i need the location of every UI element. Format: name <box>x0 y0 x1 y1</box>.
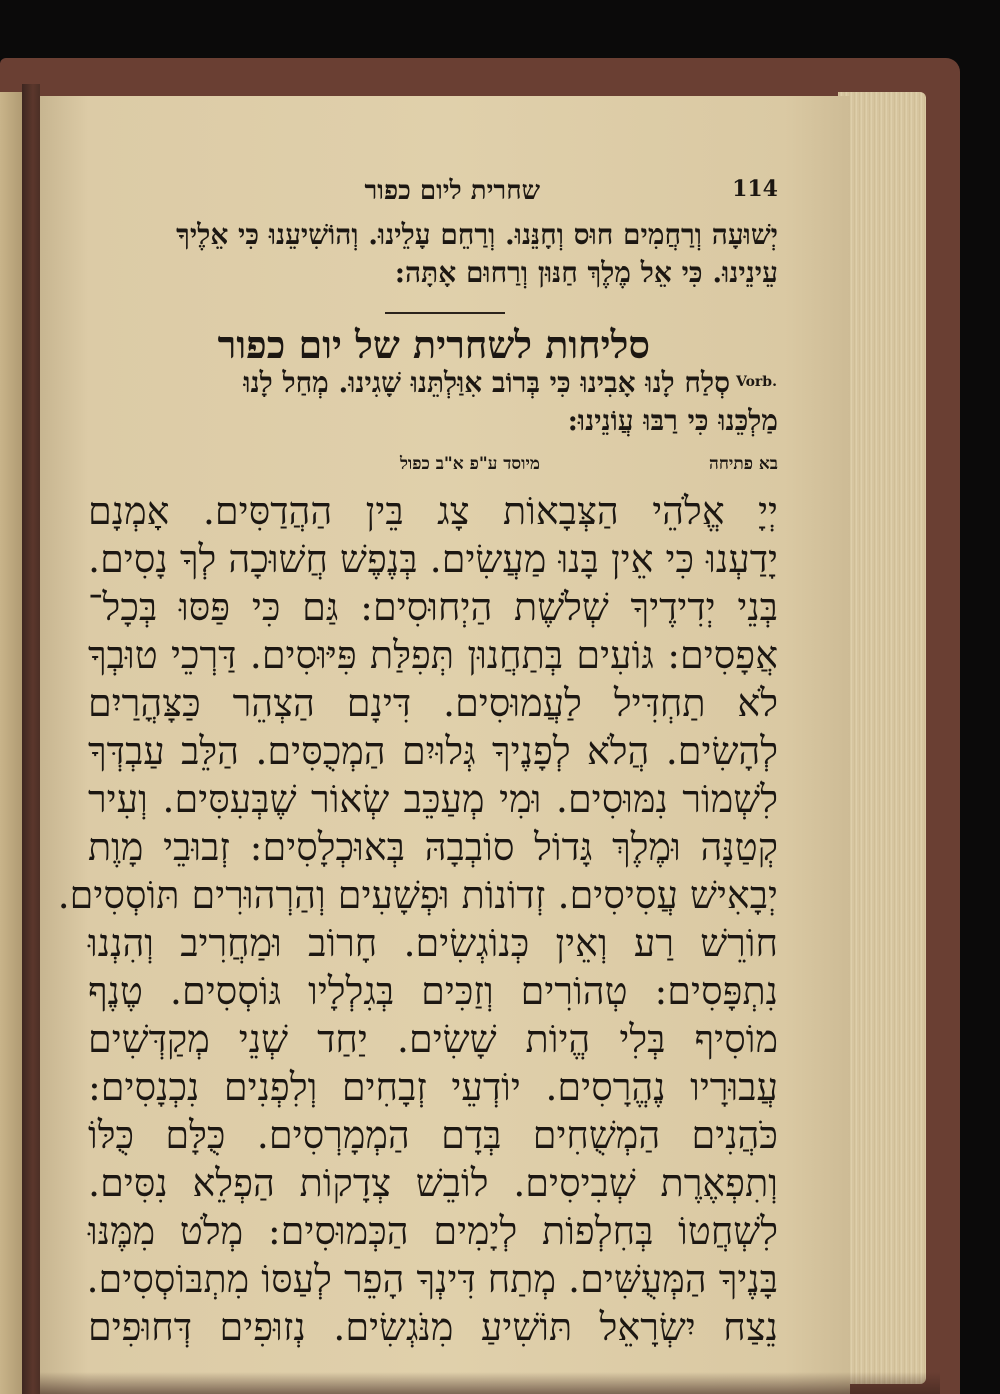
opening-line-2: עֵינֵינוּ. כִּי אֵל מֶלֶךְ חַנּוּן וְרַחוּם אָתָּה: <box>394 256 778 289</box>
book-gutter <box>22 84 40 1394</box>
body-line: לֹא תַחְדִּיל לַעֲמוּסִים. דִּינָם הַצְהֵר כַּצָּהֳרַיִם <box>88 681 778 725</box>
facing-page-edge <box>0 92 22 1394</box>
running-head <box>40 176 840 210</box>
body-line: חוֹרֵשׁ רַע וְאֵין כְּנוֹגְשִׂים. חָרוֹב וּמַחֲרִיב וְהִנְנוּ <box>88 921 778 965</box>
page-block-edges <box>838 92 926 1384</box>
body-line: יְבָאִישׁ עֲסִיסִים. זְדוֹנוֹת וּפְשָׁעִים וְהַרְהוּרִים תּוֹסְסִים. <box>57 873 778 917</box>
intro-line-1: סְלַח לָנוּ אָבִינוּ כִּי בְּרוֹב אִוַּלְתֵּנוּ שָׁגִינוּ. מְחַל לָנוּ <box>243 366 730 399</box>
meta-acrostic: מיוסד ע"פ א"ב כפול <box>399 454 540 474</box>
meta-pesicha: בא פתיחה <box>709 454 778 474</box>
opening-line-1: יְשׁוּעָה וְרַחֲמִים חוּס וְחָנֵּנוּ. וְרַחֵם עָלֵינוּ. וְהוֹשִׁיעֵנוּ כִּי אֵלֶיךָ <box>176 218 778 251</box>
section-title: סליחות לשחרית של יום כפור <box>217 322 650 367</box>
body-line: קְטַנָּה וּמֶלֶךְ גָּדוֹל סוֹבְבָהּ בְּאוּכְלָסִים: זְבוּבֵי מָוֶת <box>88 825 778 869</box>
body-line: יְיָ אֱלֹהֵי הַצְּבָאוֹת צָג בֵּין הַהֲדַסִּים. אָמְנָם <box>88 489 778 533</box>
body-line: נִתְפָּסִים: טְהוֹרִים וְזַכִּים בְּגִלְלָיו גּוֹסְסִים. טֶנֶף <box>88 969 778 1013</box>
body-line: מוֹסִיף בְּלִי הֱיוֹת שָׁשִׂים. יַחַד שְׁנֵי מְקַדְּשִׁים <box>88 1017 778 1061</box>
body-line: וְתִפְאֶרֶת שְׁבִיסִים. לוֹבֵשׁ צְדָקוֹת הַפְלֵא נִסִּים. <box>88 1161 778 1205</box>
body-line: יָדַעְנוּ כִּי אֵין בָּנוּ מַעֲשִׂים. בְּנֶפֶשׁ חֲשׁוּכָה לְךָ נָסִים. <box>88 537 778 581</box>
intro-line-2: מַלְכֵּנוּ כִּי רַבּוּ עֲוֹנֵינוּ: <box>567 404 778 437</box>
body-line: לִשְׁמוֹר נִמּוּסִים. וּמִי מְעַכֵּב שְׂאוֹר שֶׁבְּעִסִּים. וְעִיר <box>88 777 778 821</box>
body-line: לִשְׁחֲטוֹ בְּחִלְפוֹת לְיָמִים הַכְּמוּסִים: מְלֹט מִמֶּנּוּ <box>88 1209 778 1253</box>
body-line: כֹּהֲנִים הַמְשֻׁחִים בְּדָם הַמְמָרְסִים. כֻּלָּם כֻּלּוֹ <box>88 1113 778 1157</box>
voice-tag: Vorb. <box>736 374 777 390</box>
body-line: עֲבוּרָיו נֶהֱרָסִים. יוֹדְעֵי זְבָחִים וְלִפְנִים נִכְנָסִים: <box>88 1065 778 1109</box>
body-line: בְּנֵי יְדִידֶיךָ שְׁלֹשֶׁת הַיְחוּסִים: גַּם כִּי פַּסּוּ בְּכָל־ <box>88 585 778 629</box>
body-line: לְהָשִׂים. הֲלֹא לְפָנֶיךָ גְּלוּיִם הַמְכֻסִּים. הַלֵּב עַבְדְּךָ <box>88 729 778 773</box>
body-line: בָּנֶיךָ הַמְּעֻשִּׁים. מְתַח דִּינְךָ הָפֵר לְעַסּוֹ מִתְבּוֹסְסִים. <box>86 1257 778 1301</box>
section-divider <box>385 312 505 314</box>
body-line: אֲפָסִים: גּוֹעִים בְּתַחֲנוּן תְּפִלַּת פִּיּוּסִים. דַּרְכֵי טוּבְךָ <box>88 633 778 677</box>
page-number: 114 <box>732 176 778 202</box>
bottom-shadow <box>40 1372 940 1394</box>
body-line: נֵצַח יִשְׂרָאֵל תּוֹשִׁיעַ מִנֹּגְשִׂים. נְזוּפִים דְּחוּפִים <box>88 1305 778 1349</box>
running-head-title: שחרית ליום כפור <box>364 176 540 206</box>
